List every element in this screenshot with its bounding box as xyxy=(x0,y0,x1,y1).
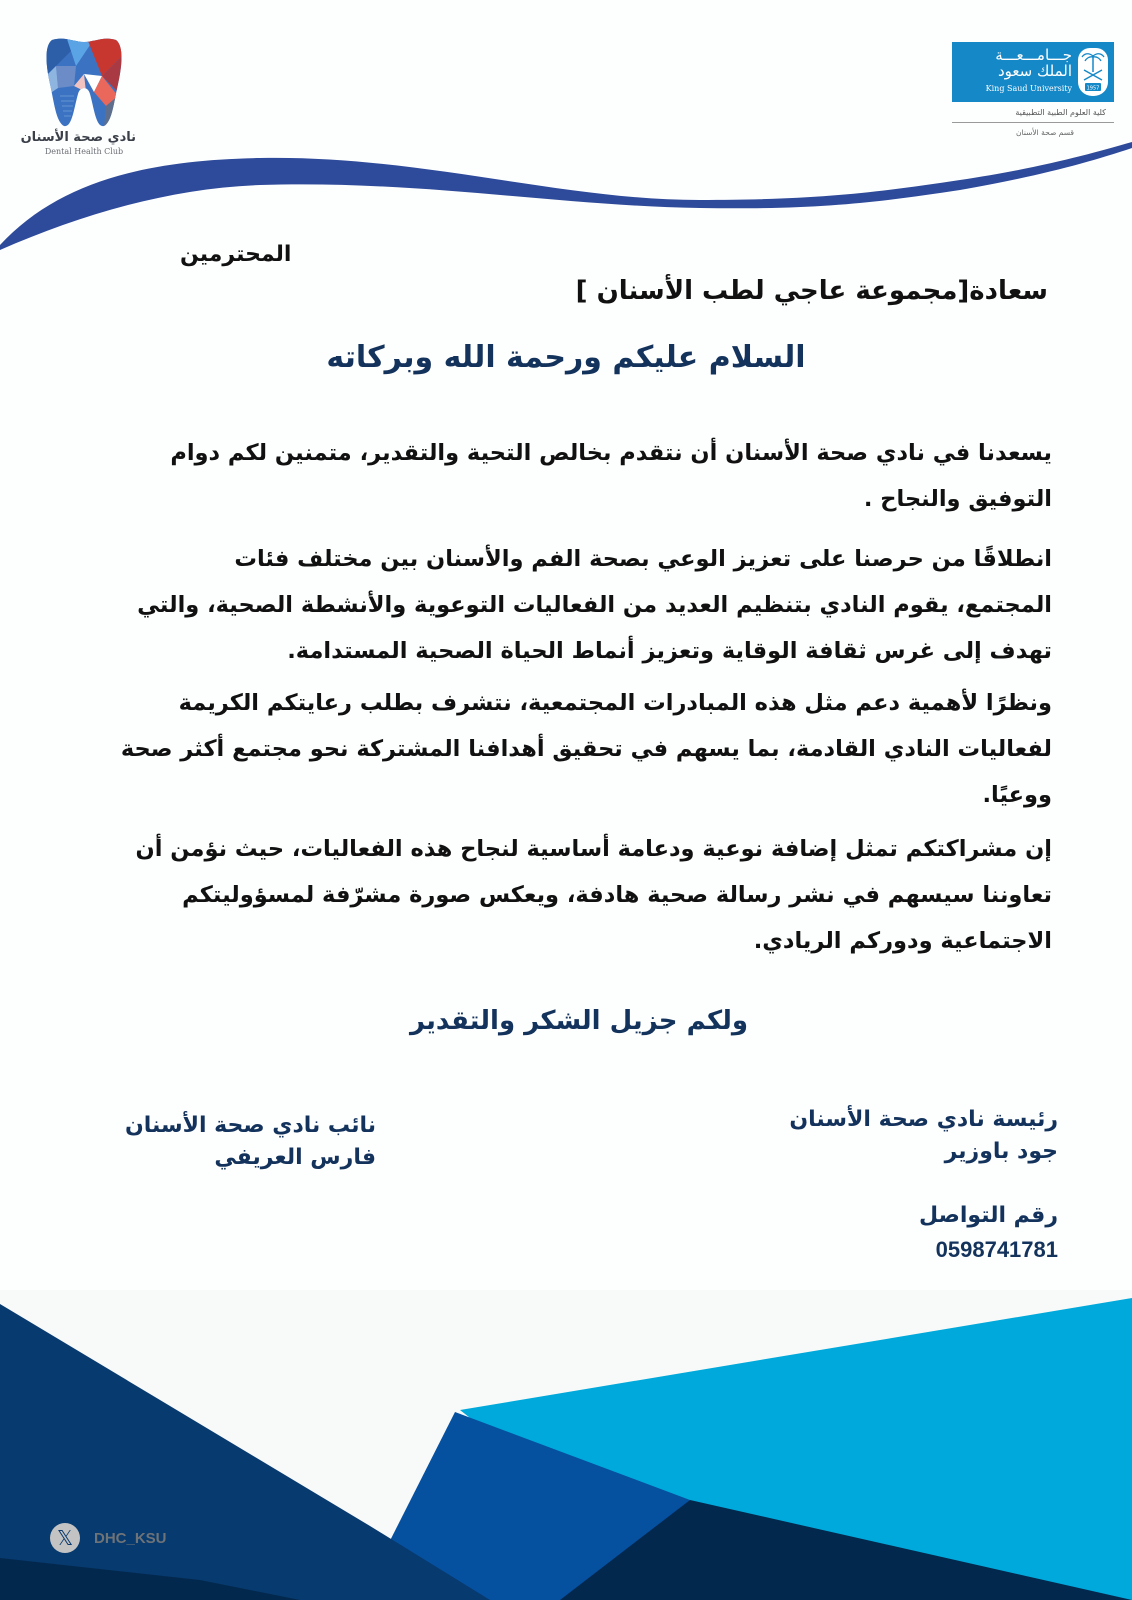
tooth-logo-icon xyxy=(46,36,122,128)
club-name-english: Dental Health Club xyxy=(44,147,124,156)
vice-president-title: نائب نادي صحة الأسنان xyxy=(124,1113,376,1138)
university-logo xyxy=(952,42,1114,137)
president-name: جود باوزير xyxy=(944,1139,1058,1164)
university-name-arabic-line1: جـــامـــعـــة xyxy=(995,46,1072,64)
contact-label: رقم التواصل xyxy=(919,1203,1058,1228)
social-handle-text[interactable]: DHC_KSU xyxy=(94,1529,167,1547)
logo-divider xyxy=(952,122,1114,123)
body-paragraph: ونظرًا لأهمية دعم مثل هذه المبادرات المجتمعية، نتشرف بطلب رعايتكم الكريمة لفعاليات النادي القادمة، بما يسهم في تحقيق أهدافنا المشتركة نحو مجتمع أكثر صحة ووعيًا. xyxy=(120,690,1052,808)
closing-line: ولكم جزيل الشكر والتقدير xyxy=(409,1006,748,1036)
emblem-year: 1957 xyxy=(1086,85,1100,92)
vice-president-signature-block xyxy=(96,1110,376,1174)
president-signature-block xyxy=(789,1104,1058,1168)
university-name-english: King Saud University xyxy=(985,84,1072,93)
department-name: قسم صحة الأسنان xyxy=(1016,128,1074,137)
university-logo-banner xyxy=(952,42,1114,102)
contact-phone[interactable]: 0598741781 xyxy=(935,1237,1058,1262)
honorific: المحترمين xyxy=(180,242,292,267)
body-paragraph: إن مشراكتكم تمثل إضافة نوعية ودعامة أساسية لنجاح هذه الفعاليات، حيث نؤمن أن تعاوننا سيسهم في نشر رسالة صحية هادفة، ويعكس صورة مشرّفة لمسؤوليتكم الاجتماعية ودوركم الريادي. xyxy=(135,836,1052,954)
club-name-arabic: نادي صحة الأسنان xyxy=(20,130,136,145)
footer-decoration xyxy=(0,1290,1132,1600)
president-title: رئيسة نادي صحة الأسنان xyxy=(789,1107,1058,1132)
palm-swords-emblem-icon xyxy=(1078,48,1108,96)
college-name: كلية العلوم الطبية التطبيقية xyxy=(1015,108,1106,117)
recipient-line: سعادة[مجموعة عاجي لطب الأسنان ] xyxy=(575,276,1048,306)
university-name-arabic-line2: الملك سعود xyxy=(997,62,1072,80)
body-paragraph: انطلاقًا من حرصنا على تعزيز الوعي بصحة الفم والأسنان بين مختلف فئات المجتمع، يقوم النادي بتنظيم العديد من الفعاليات التوعوية والأنشطة الصحية، والتي تهدف إلى غرس ثقافة الوقاية وتعزيز أنماط الحياة الصحية المستدامة. xyxy=(137,546,1052,664)
contact-block xyxy=(919,1196,1058,1264)
header-wave-decoration xyxy=(0,140,1132,250)
vice-president-name: فارس العريفي xyxy=(214,1145,376,1170)
dental-club-logo xyxy=(20,36,136,166)
x-logo-icon[interactable]: 𝕏 xyxy=(50,1523,80,1553)
body-paragraph: يسعدنا في نادي صحة الأسنان أن نتقدم بخالص التحية والتقدير، متمنين لكم دوام التوفيق والنجاح . xyxy=(170,440,1052,512)
greeting-heading: السلام عليكم ورحمة الله وبركاته xyxy=(326,340,806,375)
social-handle[interactable] xyxy=(50,1523,167,1553)
